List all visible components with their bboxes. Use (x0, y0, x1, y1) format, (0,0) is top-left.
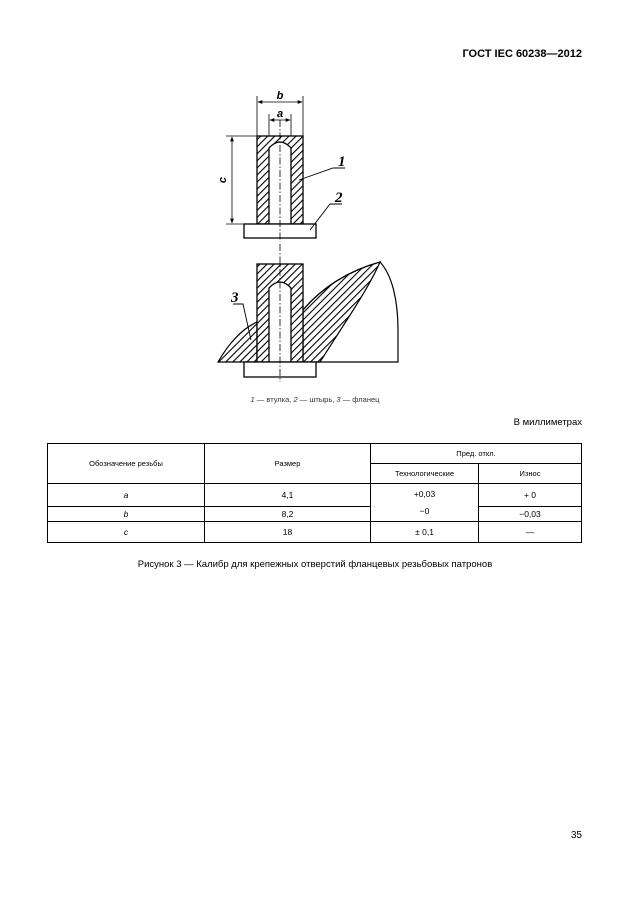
gauge-figure (0, 0, 630, 400)
header-wear: Износ (479, 464, 582, 484)
cell-tech-ab-upper: +0,03 (413, 488, 436, 499)
cell-thread: c (48, 522, 205, 543)
table-row (48, 484, 582, 507)
table-row (48, 507, 582, 522)
upper-gauge-drawing (244, 120, 316, 242)
cell-size: 8,2 (205, 507, 371, 522)
callout-1-label: 1 (338, 154, 346, 170)
callout-3-label: 3 (231, 290, 239, 306)
dimension-c-label: c (217, 176, 229, 184)
cell-wear: + 0 (479, 484, 582, 507)
legend-number-2: 2 (293, 395, 298, 404)
cell-wear: — (479, 522, 582, 543)
cell-thread: a (48, 484, 205, 507)
legend-number-1: 1 (250, 395, 255, 404)
cell-thread: b (48, 507, 205, 522)
callout-2-label: 2 (335, 190, 343, 206)
cell-tech: ± 0,1 (371, 522, 479, 543)
cell-size: 18 (205, 522, 371, 543)
table-row (48, 522, 582, 543)
page-number: 35 (570, 830, 582, 841)
dimensions-table (47, 443, 582, 543)
cell-size: 4,1 (205, 484, 371, 507)
legend-text-2: — штырь, (297, 395, 337, 404)
figure-legend (0, 395, 630, 404)
legend-text-1: — втулка, (254, 395, 294, 404)
dimension-a-label: a (276, 108, 284, 120)
document-standard-header: ГОСТ IEC 60238—2012 (462, 48, 582, 60)
table-header-row (48, 444, 582, 464)
dimension-c (226, 136, 257, 224)
dimension-b-label: b (276, 90, 284, 102)
header-deviation: Пред. откл. (371, 444, 582, 464)
legend-number-3: 3 (336, 395, 341, 404)
legend-text-3: — фланец (340, 395, 380, 404)
cell-tech-ab (371, 484, 479, 522)
units-note: В миллиметрах (513, 417, 582, 428)
header-size: Размер (205, 444, 371, 484)
cell-tech-ab-lower: −0 (419, 505, 430, 516)
figure-caption: Рисунок 3 — Калибр для крепежных отверстий фланцевых резьбовых патронов (137, 559, 493, 570)
header-thread: Обозначение резьбы (48, 444, 205, 484)
cell-wear: −0,03 (479, 507, 582, 522)
header-technological: Технологические (371, 464, 479, 484)
